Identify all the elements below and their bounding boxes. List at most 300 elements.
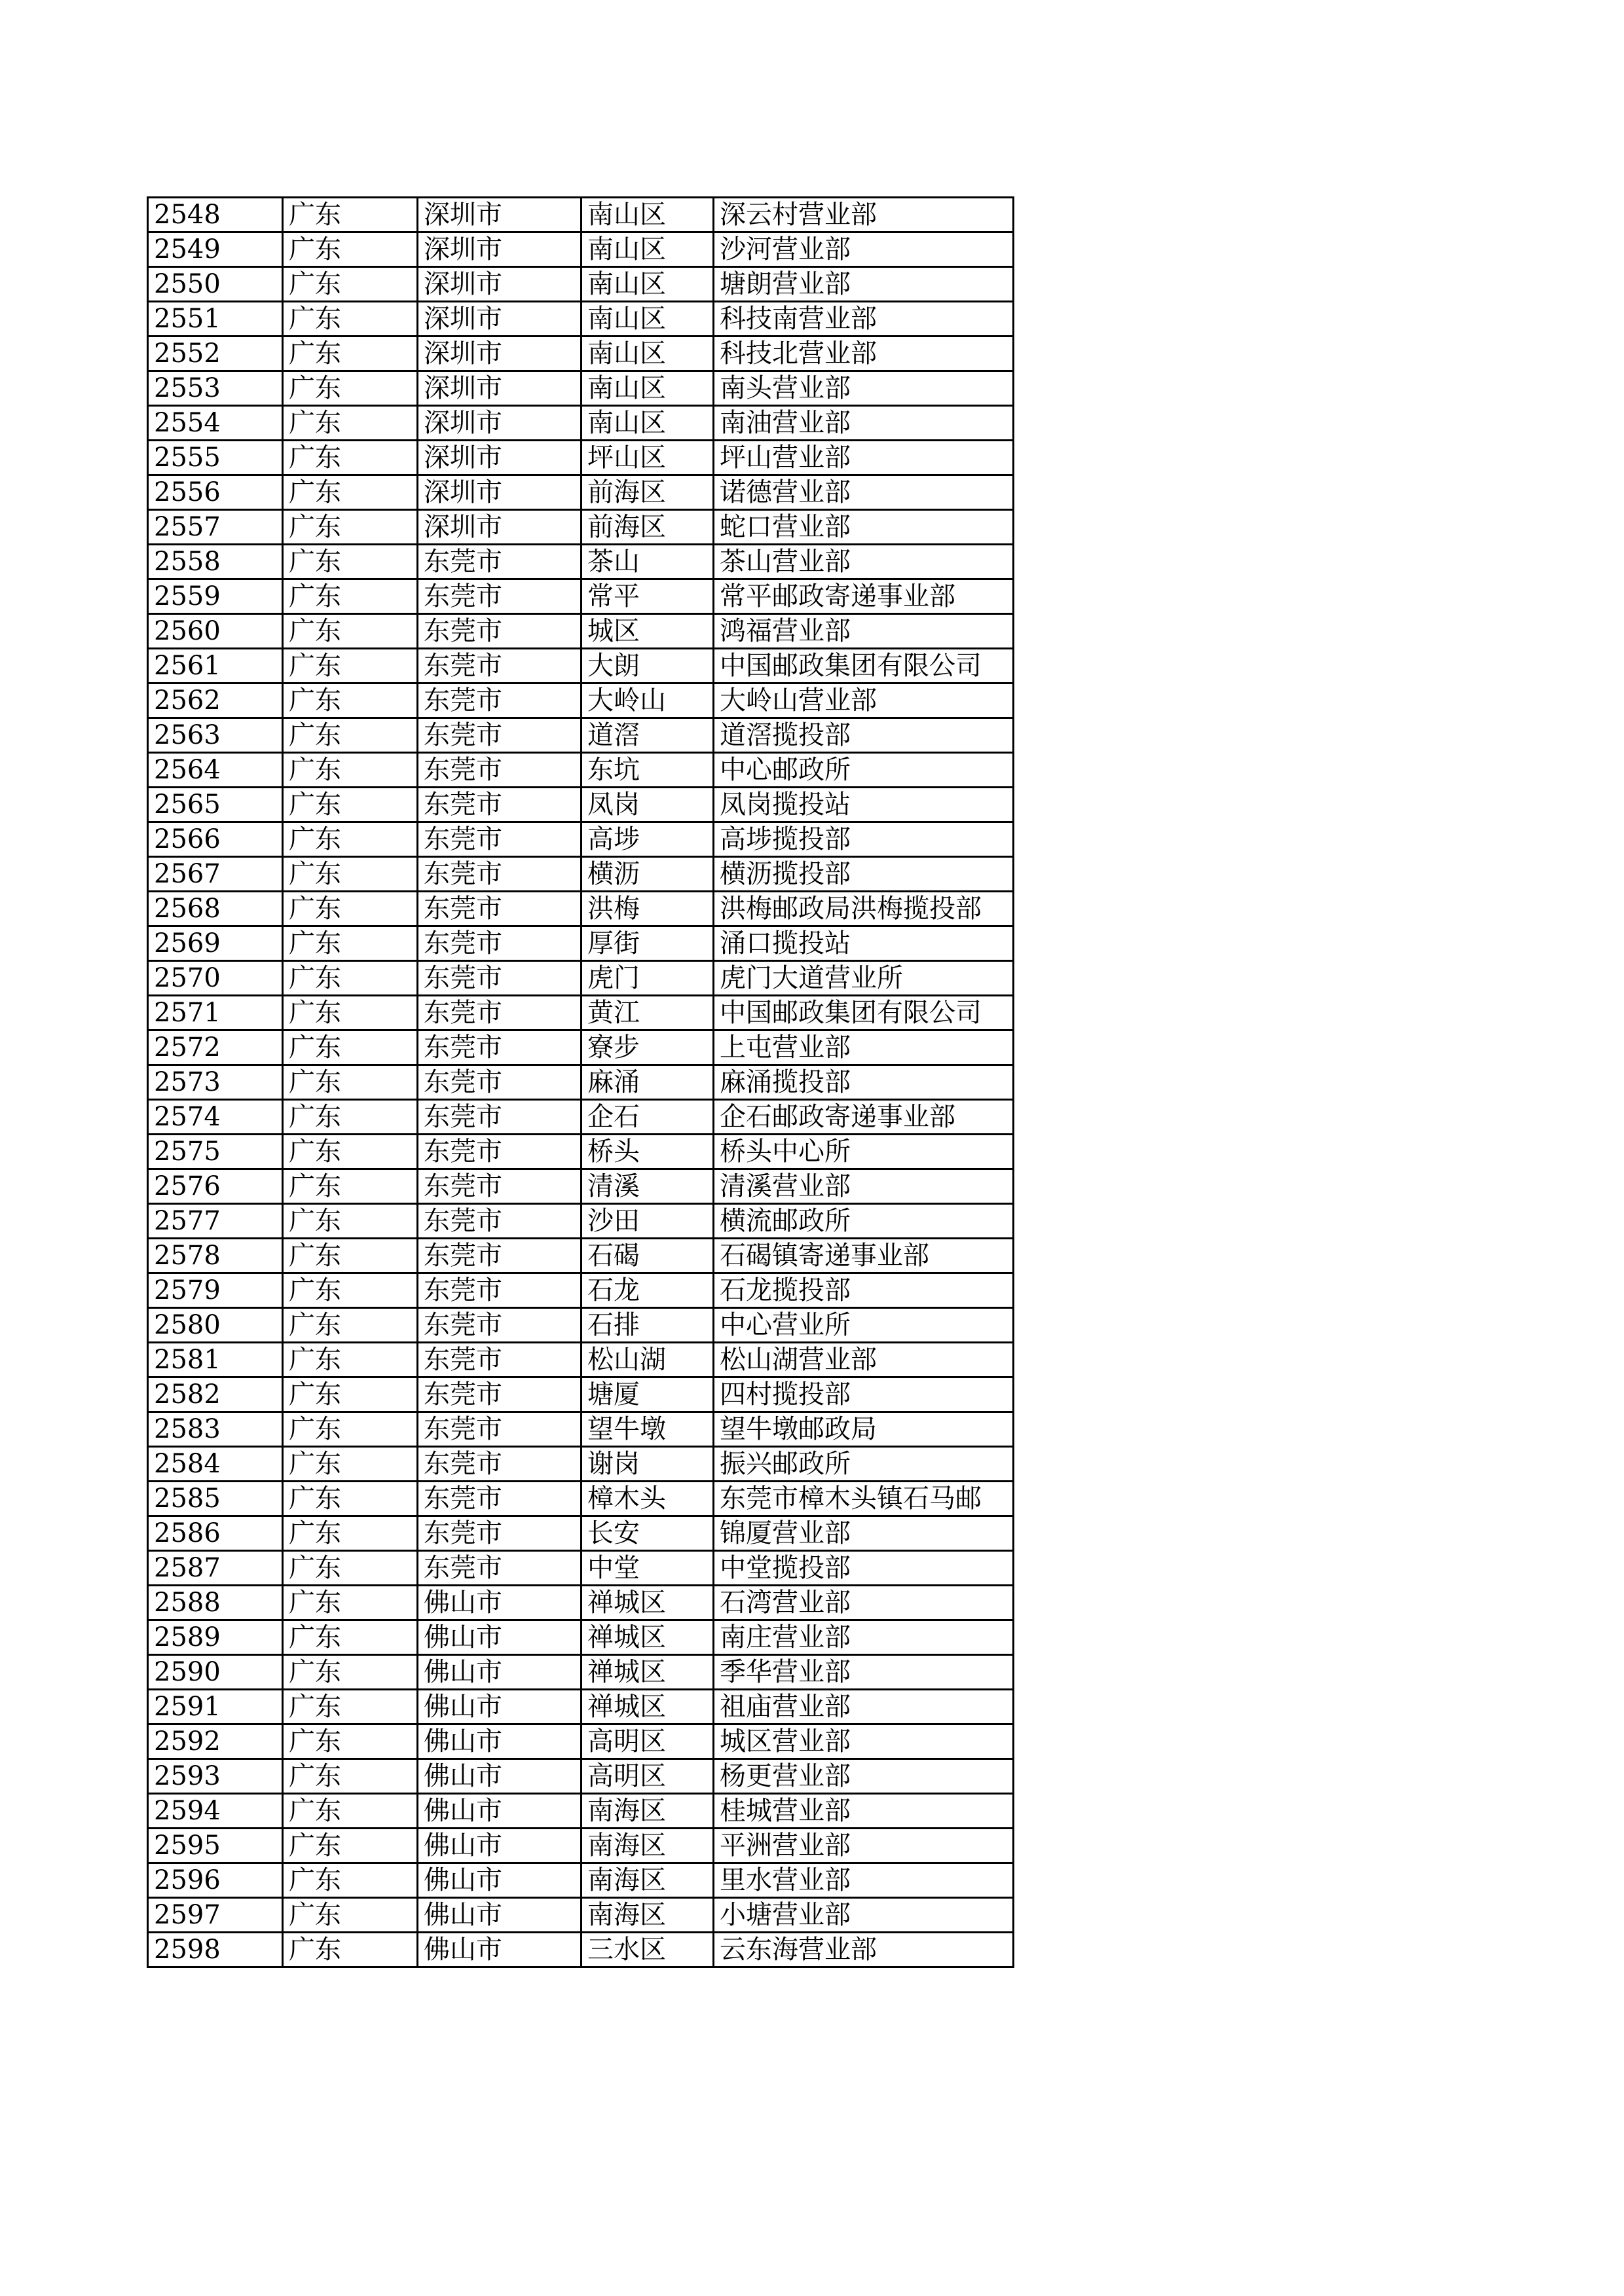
table-row bbox=[148, 1377, 1014, 1412]
cell-number: 2578 bbox=[148, 1239, 283, 1273]
cell-city: 东莞市 bbox=[418, 1377, 581, 1412]
cell-office-name: 高埗揽投部 bbox=[714, 822, 1014, 857]
cell-city: 东莞市 bbox=[418, 753, 581, 788]
table-row bbox=[148, 822, 1014, 857]
cell-city: 东莞市 bbox=[418, 926, 581, 961]
cell-district: 禅城区 bbox=[581, 1586, 714, 1620]
cell-number: 2584 bbox=[148, 1447, 283, 1482]
cell-office-name: 城区营业部 bbox=[714, 1724, 1014, 1759]
cell-district: 南山区 bbox=[581, 232, 714, 267]
cell-province: 广东 bbox=[283, 892, 418, 926]
cell-district: 常平 bbox=[581, 579, 714, 614]
cell-number: 2593 bbox=[148, 1759, 283, 1794]
table-row bbox=[148, 1447, 1014, 1482]
cell-province: 广东 bbox=[283, 1655, 418, 1690]
table-row bbox=[148, 1863, 1014, 1898]
cell-number: 2568 bbox=[148, 892, 283, 926]
cell-city: 东莞市 bbox=[418, 545, 581, 579]
table-row bbox=[148, 1655, 1014, 1690]
cell-office-name: 四村揽投部 bbox=[714, 1377, 1014, 1412]
cell-office-name: 坪山营业部 bbox=[714, 441, 1014, 475]
cell-number: 2588 bbox=[148, 1586, 283, 1620]
cell-number: 2556 bbox=[148, 475, 283, 510]
cell-office-name: 涌口揽投站 bbox=[714, 926, 1014, 961]
cell-city: 东莞市 bbox=[418, 1065, 581, 1100]
cell-district: 禅城区 bbox=[581, 1655, 714, 1690]
cell-office-name: 横流邮政所 bbox=[714, 1204, 1014, 1239]
cell-number: 2597 bbox=[148, 1898, 283, 1933]
cell-office-name: 常平邮政寄递事业部 bbox=[714, 579, 1014, 614]
cell-district: 南山区 bbox=[581, 406, 714, 441]
cell-city: 东莞市 bbox=[418, 579, 581, 614]
cell-district: 道滘 bbox=[581, 718, 714, 753]
cell-province: 广东 bbox=[283, 614, 418, 649]
cell-office-name: 石龙揽投部 bbox=[714, 1273, 1014, 1308]
cell-province: 广东 bbox=[283, 1620, 418, 1655]
table-row bbox=[148, 1065, 1014, 1100]
cell-city: 东莞市 bbox=[418, 961, 581, 996]
table-row bbox=[148, 1100, 1014, 1135]
table-row bbox=[148, 857, 1014, 892]
cell-province: 广东 bbox=[283, 649, 418, 683]
cell-number: 2585 bbox=[148, 1482, 283, 1516]
cell-office-name: 麻涌揽投部 bbox=[714, 1065, 1014, 1100]
cell-province: 广东 bbox=[283, 1863, 418, 1898]
table-row bbox=[148, 1898, 1014, 1933]
cell-number: 2550 bbox=[148, 267, 283, 302]
cell-office-name: 平洲营业部 bbox=[714, 1829, 1014, 1863]
cell-district: 南山区 bbox=[581, 371, 714, 406]
cell-office-name: 上屯营业部 bbox=[714, 1030, 1014, 1065]
cell-number: 2583 bbox=[148, 1412, 283, 1447]
cell-office-name: 蛇口营业部 bbox=[714, 510, 1014, 545]
cell-city: 东莞市 bbox=[418, 1551, 581, 1586]
cell-city: 佛山市 bbox=[418, 1724, 581, 1759]
cell-district: 麻涌 bbox=[581, 1065, 714, 1100]
cell-number: 2561 bbox=[148, 649, 283, 683]
cell-district: 企石 bbox=[581, 1100, 714, 1135]
cell-city: 东莞市 bbox=[418, 1273, 581, 1308]
cell-province: 广东 bbox=[283, 1794, 418, 1829]
cell-office-name: 祖庙营业部 bbox=[714, 1690, 1014, 1724]
cell-district: 南山区 bbox=[581, 198, 714, 232]
cell-office-name: 科技北营业部 bbox=[714, 337, 1014, 371]
cell-office-name: 凤岗揽投站 bbox=[714, 788, 1014, 822]
cell-district: 石排 bbox=[581, 1308, 714, 1343]
cell-number: 2589 bbox=[148, 1620, 283, 1655]
cell-number: 2565 bbox=[148, 788, 283, 822]
cell-district: 城区 bbox=[581, 614, 714, 649]
cell-district: 高明区 bbox=[581, 1759, 714, 1794]
cell-city: 佛山市 bbox=[418, 1655, 581, 1690]
cell-city: 佛山市 bbox=[418, 1759, 581, 1794]
cell-city: 深圳市 bbox=[418, 441, 581, 475]
cell-province: 广东 bbox=[283, 1724, 418, 1759]
table-row bbox=[148, 1794, 1014, 1829]
cell-office-name: 诺德营业部 bbox=[714, 475, 1014, 510]
cell-city: 东莞市 bbox=[418, 1239, 581, 1273]
cell-number: 2594 bbox=[148, 1794, 283, 1829]
cell-office-name: 深云村营业部 bbox=[714, 198, 1014, 232]
table-row bbox=[148, 337, 1014, 371]
cell-number: 2567 bbox=[148, 857, 283, 892]
cell-city: 深圳市 bbox=[418, 371, 581, 406]
table-row bbox=[148, 302, 1014, 337]
cell-district: 禅城区 bbox=[581, 1620, 714, 1655]
cell-office-name: 南庄营业部 bbox=[714, 1620, 1014, 1655]
cell-district: 清溪 bbox=[581, 1169, 714, 1204]
cell-city: 东莞市 bbox=[418, 892, 581, 926]
cell-district: 望牛墩 bbox=[581, 1412, 714, 1447]
cell-city: 东莞市 bbox=[418, 1412, 581, 1447]
cell-number: 2595 bbox=[148, 1829, 283, 1863]
cell-city: 东莞市 bbox=[418, 614, 581, 649]
cell-number: 2564 bbox=[148, 753, 283, 788]
cell-city: 东莞市 bbox=[418, 1343, 581, 1377]
table-row bbox=[148, 1620, 1014, 1655]
cell-district: 前海区 bbox=[581, 475, 714, 510]
cell-district: 禅城区 bbox=[581, 1690, 714, 1724]
cell-city: 东莞市 bbox=[418, 1135, 581, 1169]
cell-number: 2574 bbox=[148, 1100, 283, 1135]
cell-number: 2579 bbox=[148, 1273, 283, 1308]
cell-city: 深圳市 bbox=[418, 267, 581, 302]
cell-office-name: 东莞市樟木头镇石马邮 bbox=[714, 1482, 1014, 1516]
cell-district: 石碣 bbox=[581, 1239, 714, 1273]
cell-office-name: 清溪营业部 bbox=[714, 1169, 1014, 1204]
cell-province: 广东 bbox=[283, 1829, 418, 1863]
cell-office-name: 企石邮政寄递事业部 bbox=[714, 1100, 1014, 1135]
cell-office-name: 桥头中心所 bbox=[714, 1135, 1014, 1169]
cell-number: 2554 bbox=[148, 406, 283, 441]
cell-province: 广东 bbox=[283, 232, 418, 267]
cell-office-name: 松山湖营业部 bbox=[714, 1343, 1014, 1377]
cell-city: 深圳市 bbox=[418, 510, 581, 545]
cell-city: 深圳市 bbox=[418, 337, 581, 371]
cell-district: 南海区 bbox=[581, 1863, 714, 1898]
cell-city: 东莞市 bbox=[418, 1030, 581, 1065]
cell-office-name: 石湾营业部 bbox=[714, 1586, 1014, 1620]
cell-number: 2551 bbox=[148, 302, 283, 337]
cell-district: 洪梅 bbox=[581, 892, 714, 926]
cell-office-name: 洪梅邮政局洪梅揽投部 bbox=[714, 892, 1014, 926]
cell-province: 广东 bbox=[283, 1065, 418, 1100]
table-row bbox=[148, 1204, 1014, 1239]
table-row bbox=[148, 232, 1014, 267]
cell-city: 东莞市 bbox=[418, 1169, 581, 1204]
table-row bbox=[148, 1308, 1014, 1343]
cell-office-name: 中心邮政所 bbox=[714, 753, 1014, 788]
cell-city: 东莞市 bbox=[418, 996, 581, 1030]
table-row bbox=[148, 441, 1014, 475]
cell-district: 南海区 bbox=[581, 1829, 714, 1863]
cell-city: 东莞市 bbox=[418, 822, 581, 857]
cell-city: 佛山市 bbox=[418, 1898, 581, 1933]
cell-office-name: 南头营业部 bbox=[714, 371, 1014, 406]
cell-number: 2549 bbox=[148, 232, 283, 267]
table-row bbox=[148, 961, 1014, 996]
table-row bbox=[148, 1343, 1014, 1377]
cell-number: 2573 bbox=[148, 1065, 283, 1100]
cell-office-name: 塘朗营业部 bbox=[714, 267, 1014, 302]
cell-province: 广东 bbox=[283, 510, 418, 545]
cell-district: 黄江 bbox=[581, 996, 714, 1030]
cell-office-name: 南油营业部 bbox=[714, 406, 1014, 441]
table-row bbox=[148, 1586, 1014, 1620]
cell-number: 2587 bbox=[148, 1551, 283, 1586]
cell-province: 广东 bbox=[283, 1100, 418, 1135]
cell-province: 广东 bbox=[283, 406, 418, 441]
cell-city: 深圳市 bbox=[418, 302, 581, 337]
cell-number: 2555 bbox=[148, 441, 283, 475]
cell-office-name: 茶山营业部 bbox=[714, 545, 1014, 579]
cell-city: 深圳市 bbox=[418, 406, 581, 441]
cell-province: 广东 bbox=[283, 267, 418, 302]
cell-office-name: 望牛墩邮政局 bbox=[714, 1412, 1014, 1447]
table-row bbox=[148, 996, 1014, 1030]
cell-district: 大岭山 bbox=[581, 683, 714, 718]
cell-number: 2553 bbox=[148, 371, 283, 406]
cell-office-name: 横沥揽投部 bbox=[714, 857, 1014, 892]
table-row bbox=[148, 1516, 1014, 1551]
cell-province: 广东 bbox=[283, 1551, 418, 1586]
cell-office-name: 里水营业部 bbox=[714, 1863, 1014, 1898]
cell-province: 广东 bbox=[283, 1204, 418, 1239]
table-row bbox=[148, 1412, 1014, 1447]
cell-office-name: 中国邮政集团有限公司 bbox=[714, 996, 1014, 1030]
cell-number: 2591 bbox=[148, 1690, 283, 1724]
cell-province: 广东 bbox=[283, 441, 418, 475]
cell-city: 东莞市 bbox=[418, 649, 581, 683]
table-row bbox=[148, 475, 1014, 510]
cell-district: 前海区 bbox=[581, 510, 714, 545]
cell-number: 2572 bbox=[148, 1030, 283, 1065]
cell-office-name: 振兴邮政所 bbox=[714, 1447, 1014, 1482]
table-row bbox=[148, 371, 1014, 406]
cell-district: 长安 bbox=[581, 1516, 714, 1551]
cell-province: 广东 bbox=[283, 1030, 418, 1065]
cell-district: 石龙 bbox=[581, 1273, 714, 1308]
cell-number: 2566 bbox=[148, 822, 283, 857]
cell-office-name: 季华营业部 bbox=[714, 1655, 1014, 1690]
cell-office-name: 道滘揽投部 bbox=[714, 718, 1014, 753]
table-body bbox=[148, 198, 1014, 1967]
cell-province: 广东 bbox=[283, 1169, 418, 1204]
table-row bbox=[148, 718, 1014, 753]
cell-city: 佛山市 bbox=[418, 1794, 581, 1829]
table-row bbox=[148, 1724, 1014, 1759]
cell-office-name: 杨更营业部 bbox=[714, 1759, 1014, 1794]
cell-province: 广东 bbox=[283, 961, 418, 996]
cell-district: 沙田 bbox=[581, 1204, 714, 1239]
cell-number: 2592 bbox=[148, 1724, 283, 1759]
cell-office-name: 石碣镇寄递事业部 bbox=[714, 1239, 1014, 1273]
cell-district: 南山区 bbox=[581, 302, 714, 337]
cell-district: 东坑 bbox=[581, 753, 714, 788]
cell-province: 广东 bbox=[283, 753, 418, 788]
table-row bbox=[148, 614, 1014, 649]
cell-number: 2548 bbox=[148, 198, 283, 232]
table-row bbox=[148, 1239, 1014, 1273]
table-row bbox=[148, 683, 1014, 718]
cell-province: 广东 bbox=[283, 1690, 418, 1724]
cell-number: 2598 bbox=[148, 1933, 283, 1967]
table-row bbox=[148, 649, 1014, 683]
cell-district: 凤岗 bbox=[581, 788, 714, 822]
cell-province: 广东 bbox=[283, 475, 418, 510]
cell-province: 广东 bbox=[283, 1586, 418, 1620]
cell-district: 松山湖 bbox=[581, 1343, 714, 1377]
cell-office-name: 虎门大道营业所 bbox=[714, 961, 1014, 996]
table-row bbox=[148, 198, 1014, 232]
table-row bbox=[148, 926, 1014, 961]
cell-number: 2581 bbox=[148, 1343, 283, 1377]
cell-district: 高明区 bbox=[581, 1724, 714, 1759]
cell-province: 广东 bbox=[283, 302, 418, 337]
cell-city: 佛山市 bbox=[418, 1863, 581, 1898]
cell-province: 广东 bbox=[283, 996, 418, 1030]
cell-office-name: 中堂揽投部 bbox=[714, 1551, 1014, 1586]
cell-district: 厚街 bbox=[581, 926, 714, 961]
cell-province: 广东 bbox=[283, 1239, 418, 1273]
cell-city: 佛山市 bbox=[418, 1586, 581, 1620]
cell-province: 广东 bbox=[283, 1412, 418, 1447]
cell-city: 东莞市 bbox=[418, 1516, 581, 1551]
cell-district: 南山区 bbox=[581, 337, 714, 371]
table-row bbox=[148, 1829, 1014, 1863]
cell-number: 2563 bbox=[148, 718, 283, 753]
cell-district: 三水区 bbox=[581, 1933, 714, 1967]
cell-district: 寮步 bbox=[581, 1030, 714, 1065]
cell-city: 佛山市 bbox=[418, 1933, 581, 1967]
cell-province: 广东 bbox=[283, 926, 418, 961]
table-row bbox=[148, 267, 1014, 302]
cell-city: 佛山市 bbox=[418, 1829, 581, 1863]
cell-city: 东莞市 bbox=[418, 788, 581, 822]
data-table bbox=[147, 196, 1014, 1968]
cell-number: 2596 bbox=[148, 1863, 283, 1898]
cell-number: 2557 bbox=[148, 510, 283, 545]
cell-number: 2559 bbox=[148, 579, 283, 614]
table-row bbox=[148, 753, 1014, 788]
cell-city: 深圳市 bbox=[418, 198, 581, 232]
table-row bbox=[148, 1690, 1014, 1724]
cell-province: 广东 bbox=[283, 1377, 418, 1412]
cell-office-name: 中心营业所 bbox=[714, 1308, 1014, 1343]
cell-province: 广东 bbox=[283, 788, 418, 822]
cell-number: 2570 bbox=[148, 961, 283, 996]
cell-city: 东莞市 bbox=[418, 857, 581, 892]
table-row bbox=[148, 1551, 1014, 1586]
cell-province: 广东 bbox=[283, 822, 418, 857]
cell-district: 横沥 bbox=[581, 857, 714, 892]
cell-district: 虎门 bbox=[581, 961, 714, 996]
cell-district: 南海区 bbox=[581, 1898, 714, 1933]
cell-office-name: 云东海营业部 bbox=[714, 1933, 1014, 1967]
cell-number: 2577 bbox=[148, 1204, 283, 1239]
cell-province: 广东 bbox=[283, 1898, 418, 1933]
cell-number: 2552 bbox=[148, 337, 283, 371]
cell-number: 2586 bbox=[148, 1516, 283, 1551]
table-row bbox=[148, 1482, 1014, 1516]
cell-province: 广东 bbox=[283, 857, 418, 892]
table-row bbox=[148, 406, 1014, 441]
cell-district: 中堂 bbox=[581, 1551, 714, 1586]
cell-number: 2590 bbox=[148, 1655, 283, 1690]
cell-district: 大朗 bbox=[581, 649, 714, 683]
cell-city: 深圳市 bbox=[418, 475, 581, 510]
table-row bbox=[148, 1759, 1014, 1794]
cell-number: 2571 bbox=[148, 996, 283, 1030]
cell-province: 广东 bbox=[283, 1933, 418, 1967]
table-row bbox=[148, 1169, 1014, 1204]
cell-district: 塘厦 bbox=[581, 1377, 714, 1412]
cell-city: 东莞市 bbox=[418, 1100, 581, 1135]
cell-office-name: 大岭山营业部 bbox=[714, 683, 1014, 718]
cell-province: 广东 bbox=[283, 371, 418, 406]
table-row bbox=[148, 1135, 1014, 1169]
cell-city: 东莞市 bbox=[418, 718, 581, 753]
cell-city: 佛山市 bbox=[418, 1620, 581, 1655]
cell-province: 广东 bbox=[283, 579, 418, 614]
cell-number: 2560 bbox=[148, 614, 283, 649]
cell-number: 2580 bbox=[148, 1308, 283, 1343]
table-row bbox=[148, 1273, 1014, 1308]
cell-district: 南海区 bbox=[581, 1794, 714, 1829]
cell-province: 广东 bbox=[283, 545, 418, 579]
table-row bbox=[148, 510, 1014, 545]
cell-province: 广东 bbox=[283, 337, 418, 371]
cell-city: 东莞市 bbox=[418, 683, 581, 718]
table-row bbox=[148, 579, 1014, 614]
cell-number: 2558 bbox=[148, 545, 283, 579]
cell-district: 坪山区 bbox=[581, 441, 714, 475]
cell-number: 2575 bbox=[148, 1135, 283, 1169]
cell-district: 樟木头 bbox=[581, 1482, 714, 1516]
cell-province: 广东 bbox=[283, 1273, 418, 1308]
cell-city: 佛山市 bbox=[418, 1690, 581, 1724]
cell-district: 茶山 bbox=[581, 545, 714, 579]
cell-number: 2569 bbox=[148, 926, 283, 961]
cell-number: 2576 bbox=[148, 1169, 283, 1204]
cell-office-name: 沙河营业部 bbox=[714, 232, 1014, 267]
cell-city: 东莞市 bbox=[418, 1308, 581, 1343]
table-row bbox=[148, 788, 1014, 822]
cell-number: 2562 bbox=[148, 683, 283, 718]
cell-province: 广东 bbox=[283, 1447, 418, 1482]
cell-city: 深圳市 bbox=[418, 232, 581, 267]
cell-district: 谢岗 bbox=[581, 1447, 714, 1482]
cell-province: 广东 bbox=[283, 1759, 418, 1794]
cell-province: 广东 bbox=[283, 1135, 418, 1169]
table-row bbox=[148, 892, 1014, 926]
cell-office-name: 锦厦营业部 bbox=[714, 1516, 1014, 1551]
cell-city: 东莞市 bbox=[418, 1482, 581, 1516]
cell-province: 广东 bbox=[283, 718, 418, 753]
cell-city: 东莞市 bbox=[418, 1204, 581, 1239]
cell-office-name: 鸿福营业部 bbox=[714, 614, 1014, 649]
cell-office-name: 小塘营业部 bbox=[714, 1898, 1014, 1933]
table-row bbox=[148, 545, 1014, 579]
cell-office-name: 桂城营业部 bbox=[714, 1794, 1014, 1829]
cell-district: 桥头 bbox=[581, 1135, 714, 1169]
table-row bbox=[148, 1030, 1014, 1065]
cell-province: 广东 bbox=[283, 1516, 418, 1551]
cell-province: 广东 bbox=[283, 683, 418, 718]
cell-province: 广东 bbox=[283, 1308, 418, 1343]
table-row bbox=[148, 1933, 1014, 1967]
cell-number: 2582 bbox=[148, 1377, 283, 1412]
